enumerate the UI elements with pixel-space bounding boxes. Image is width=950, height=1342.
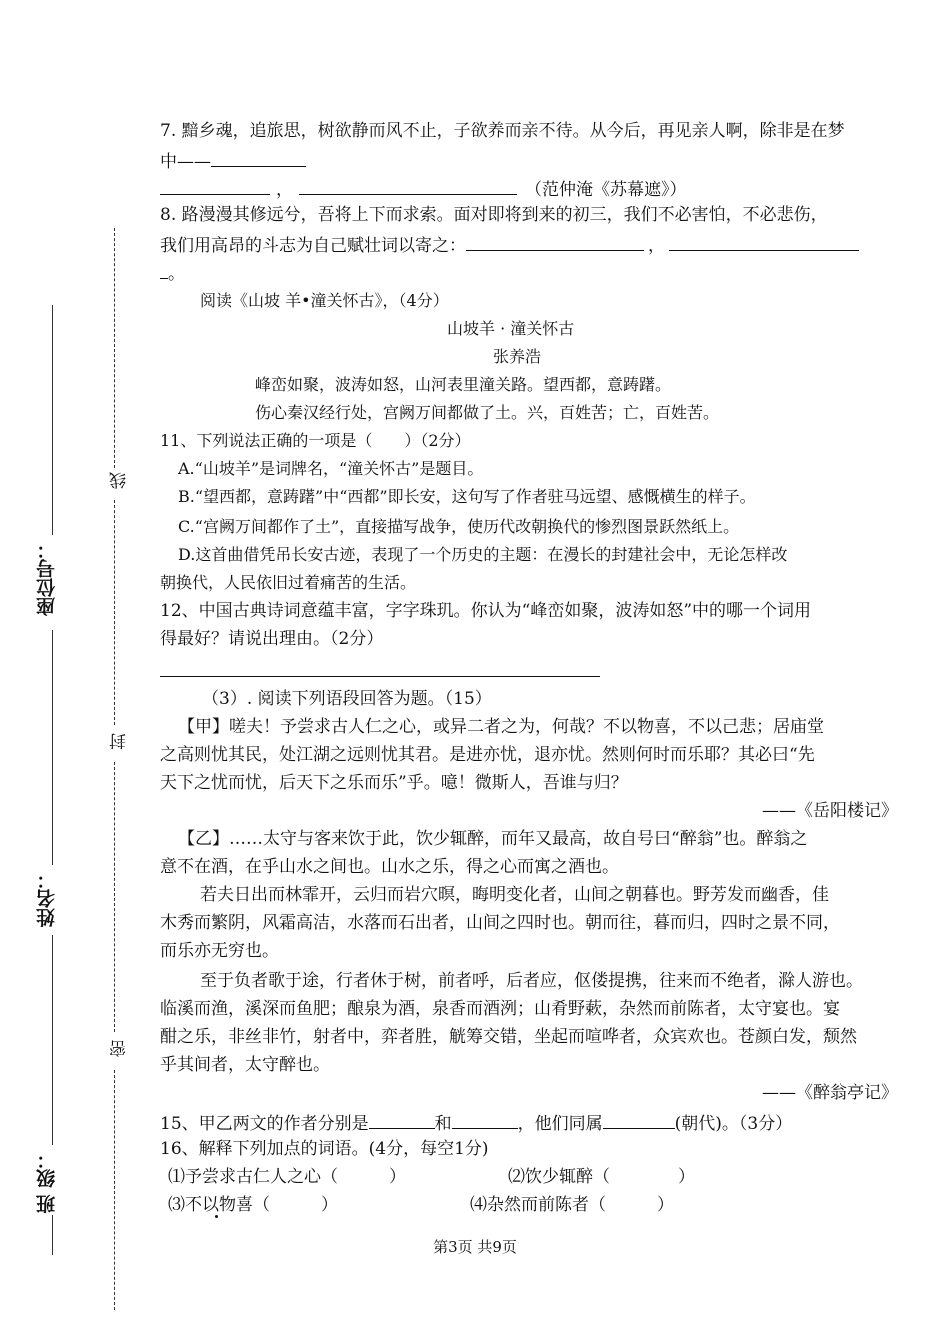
q11-option-d1: D.这首曲借凭吊长安古迹，表现了一个历史的主题：在漫长的封建社会中，无论怎样改 xyxy=(178,545,788,564)
poem-line1: 峰峦如聚，波涛如怒，山河表里潼关路。望西都，意踌躇。 xyxy=(255,375,672,394)
q11-option-a: A.“山坡羊”是词牌名，“潼关怀古”是题目。 xyxy=(178,459,484,478)
yi-p1: 【乙】……太守与客来饮于此，饮少辄醉，而年又最高，故自号曰“醉翁”也。醉翁之 xyxy=(178,829,808,849)
q11-option-c: C.“宫阙万间都作了土”，直接描写战争，使历代改朝换代的惨烈图景跃然纸上。 xyxy=(178,517,740,536)
q15-blank-3[interactable] xyxy=(603,1110,675,1129)
name-label: 姓名： xyxy=(36,870,58,927)
q7-blank-1[interactable] xyxy=(211,148,306,167)
q7-source: （范仲淹《苏幕遮》） xyxy=(525,180,687,200)
jia-p1: 【甲】嗟夫！予尝求古人仁之心，或异二者之为，何哉？不以物喜，不以己悲；居庙堂 xyxy=(178,717,824,737)
seat-label: 座位号： xyxy=(36,540,58,616)
q16-item-2: ⑵饮少辄醉（ ） xyxy=(508,1167,695,1187)
q15-blank-1[interactable] xyxy=(369,1110,435,1129)
yi-p5: 而乐亦无穷也。 xyxy=(160,941,279,961)
q16-item-4: ⑷杂然而前陈者（ ） xyxy=(470,1195,674,1215)
yi-p9: 乎其间者，太守醉也。 xyxy=(160,1055,330,1075)
class-label: 班 级： xyxy=(36,1150,58,1214)
q7-line2-text: 中—— xyxy=(160,152,211,172)
q8-end: 。 xyxy=(168,264,185,284)
q12-line1: 12、中国古典诗词意蕴丰富，字字珠玑。你认为“峰峦如聚，波涛如怒”中的哪一个词用 xyxy=(160,601,812,621)
q16-item-3: ⑶不以物喜（ ） xyxy=(168,1195,338,1215)
q15 xyxy=(160,1110,792,1135)
q12-line2: 得最好？请说出理由。（2分） xyxy=(160,629,384,649)
seal-feng: 封 xyxy=(110,733,130,750)
q15-b: 和 xyxy=(434,1114,452,1134)
q7-line2 xyxy=(160,148,306,173)
name-underline xyxy=(52,630,53,865)
seal-dash-2 xyxy=(114,500,115,725)
seal-dash-3 xyxy=(114,762,115,1032)
seat-underline xyxy=(52,305,53,535)
jia-p2: 之高则忧其民，处江湖之远则忧其君。是进亦忧，退亦忧。然则何时而乐耶？其必曰“先 xyxy=(160,745,815,765)
yi-p3: 若夫日出而林霏开，云归而岩穴暝，晦明变化者，山间之朝暮也。野芳发而幽香，佳 xyxy=(200,885,829,905)
q11-option-b: B.“望西都，意踌躇”中“西都”即长安，这句写了作者驻马远望、感慨横生的样子。 xyxy=(178,487,756,506)
q7-blank-2[interactable] xyxy=(160,176,270,195)
q15-c: ，他们同属 xyxy=(517,1114,603,1134)
q16-item-1: ⑴予尝求古仁人之心（ ） xyxy=(168,1167,406,1187)
yi-p7: 临溪而渔，溪深而鱼肥；酿泉为酒，泉香而酒洌；山肴野蔌，杂然而前陈者，太守宴也。宴 xyxy=(160,999,840,1019)
yi-p4: 木秀而繁阴，风霜高洁，水落而石出者，山间之四时也。朝而往，暮而归，四时之景不同， xyxy=(160,913,840,933)
jia-p3: 天下之忧而忧，后天下之乐而乐”乎。噫！微斯人，吾谁与归？ xyxy=(160,773,628,793)
jia-source: ——《岳阳楼记》 xyxy=(762,801,898,821)
q11-option-d2: 朝换代，人民依旧过着痛苦的生活。 xyxy=(160,573,417,592)
poem-author: 张养浩 xyxy=(493,347,542,366)
q7-sep: ， xyxy=(276,180,293,200)
q8-blank-2[interactable] xyxy=(669,232,859,251)
q7-blank-3[interactable] xyxy=(299,176,517,195)
section3-title: （3）. 阅读下列语段回答为题。（15） xyxy=(202,689,492,709)
q8-blank-3[interactable] xyxy=(160,260,168,279)
poem-line2: 伤心秦汉经行处，宫阙万间都做了土。兴，百姓苦；亡，百姓苦。 xyxy=(255,403,720,422)
q11-stem: 11、下列说法正确的一项是（ ）（2分） xyxy=(160,431,471,450)
yi-source: ——《醉翁亭记》 xyxy=(762,1083,898,1103)
q8-line2 xyxy=(160,232,859,257)
yi-p8: 酣之乐，非丝非竹，射者中，弈者胜，觥筹交错，坐起而喧哗者，众宾欢也。苍颜白发，颓然 xyxy=(160,1027,857,1047)
seal-dash-1 xyxy=(114,228,115,468)
yi-p6: 至于负者歌于途，行者休于树，前者呼，后者应，伛偻提携，往来而不绝者，滁人游也。 xyxy=(200,971,863,991)
q12-answer-line[interactable] xyxy=(160,676,600,677)
q8-sep: ， xyxy=(648,236,665,256)
emphasis-dot xyxy=(215,1215,218,1218)
seal-dash-4 xyxy=(114,1070,115,1310)
q15-a: 15、甲乙两文的作者分别是 xyxy=(160,1114,369,1134)
q15-d: (朝代)。（3分） xyxy=(674,1114,793,1134)
q8-line1: 8. 路漫漫其修远兮，吾将上下而求索。面对即将到来的初三，我们不必害怕，不必悲伤， xyxy=(160,205,828,225)
seal-xian: 线 xyxy=(110,472,130,489)
yi-p2: 意不在酒，在乎山水之间也。山水之乐，得之心而寓之酒也。 xyxy=(160,857,619,877)
q8-line2-text: 我们用高昂的斗志为自己赋壮词以寄之： xyxy=(160,236,466,256)
q15-blank-2[interactable] xyxy=(452,1110,518,1129)
seal-mi: 密 xyxy=(110,1040,130,1057)
reading-intro: 阅读《山坡 羊•潼关怀古》，（4分） xyxy=(200,291,449,310)
class-underline xyxy=(52,935,53,1145)
q7-line3 xyxy=(160,176,687,201)
q8-line3 xyxy=(160,260,185,285)
q16-stem: 16、解释下列加点的词语。(4分，每空1分) xyxy=(160,1139,489,1159)
q8-blank-1[interactable] xyxy=(466,232,644,251)
page-number: 第3页 共9页 xyxy=(433,1238,517,1256)
poem-title: 山坡羊 · 潼关怀古 xyxy=(447,319,575,338)
q7-line1: 7. 黯乡魂，追旅思，树欲静而风不止，子欲养而亲不待。从今后，再见亲人啊，除非是在梦 xyxy=(160,121,845,141)
